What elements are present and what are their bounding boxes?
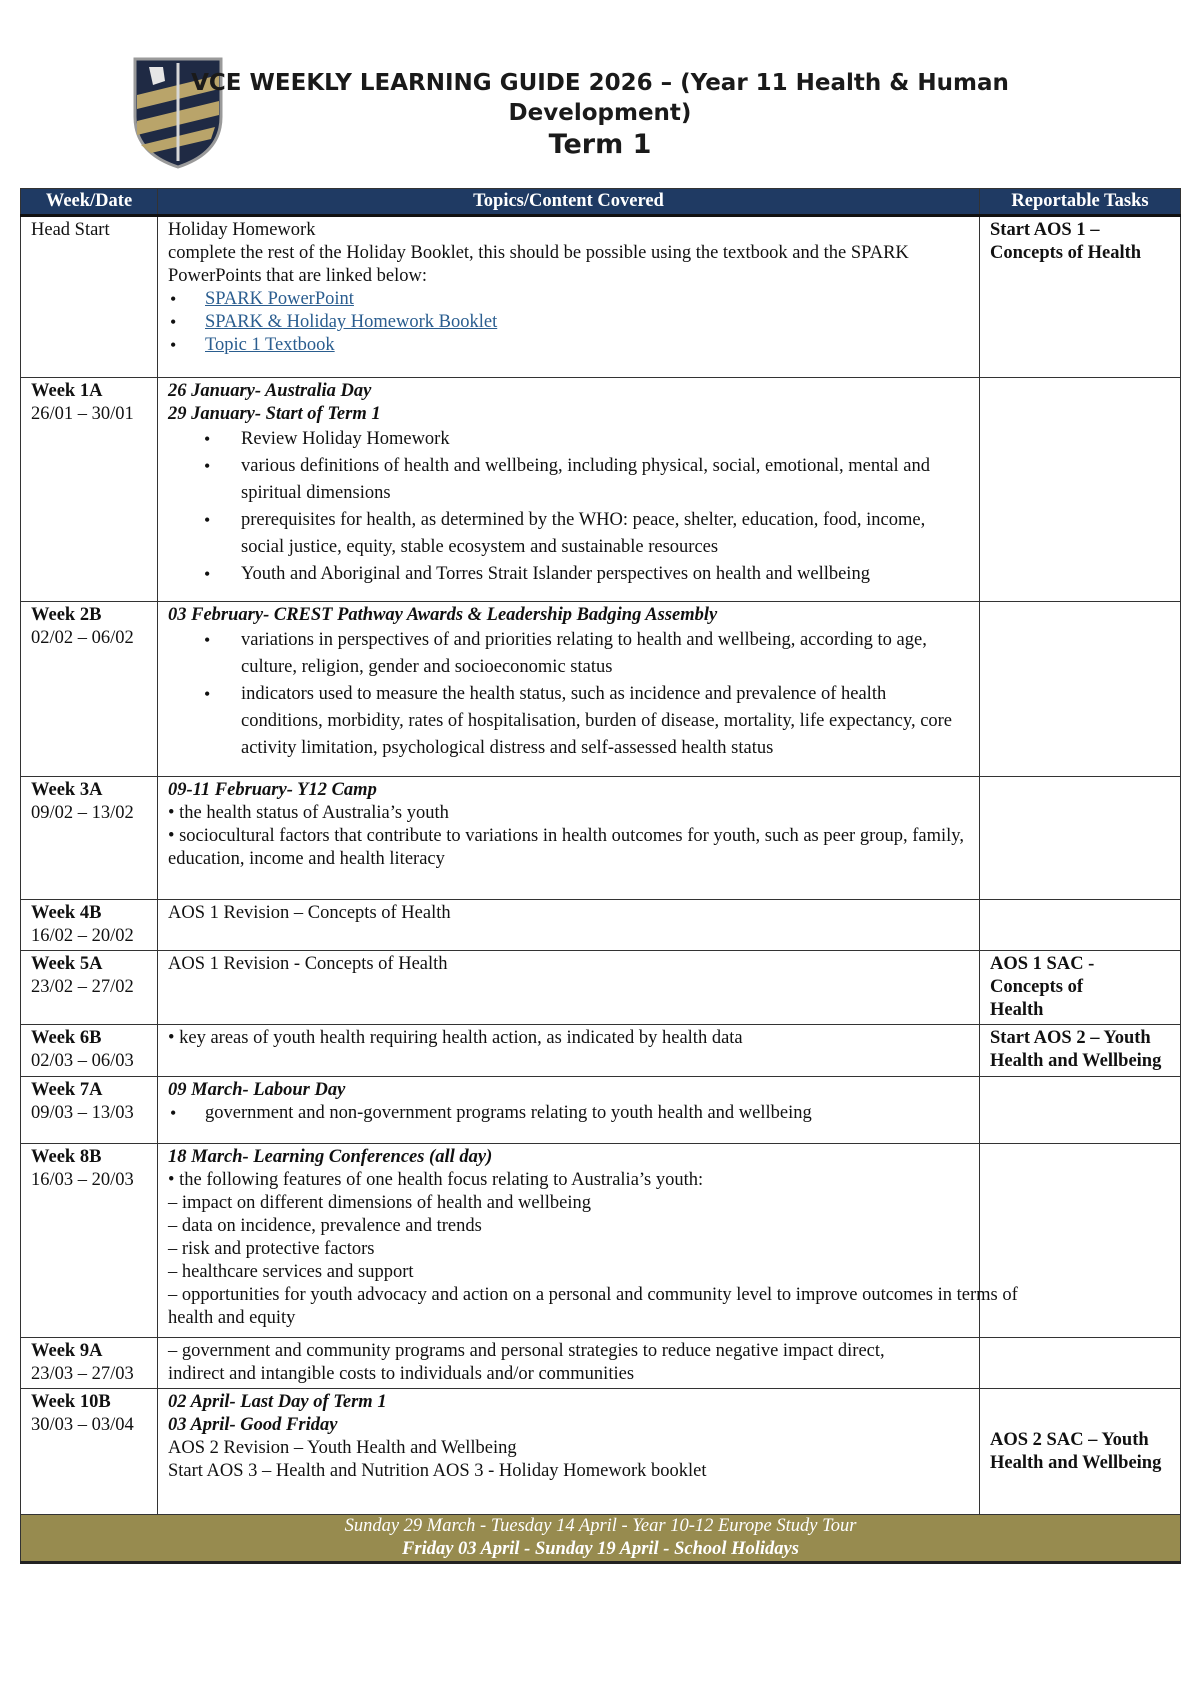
- holiday-note: Sunday 29 March - Tuesday 14 April - Year 10-12 Europe Study Tour: [344, 1516, 857, 1536]
- week-cell: [21, 951, 158, 1025]
- topic-text: AOS 1 Revision – Concepts of Health: [168, 903, 451, 923]
- holiday-banner: [21, 1515, 1181, 1563]
- list-item: [168, 311, 969, 334]
- task-label: Start AOS 1 – Concepts of Health: [990, 220, 1142, 263]
- task-cell: [980, 1077, 1181, 1144]
- topics-cell: [158, 1144, 1018, 1338]
- task-cell: [980, 378, 1181, 602]
- topics-cell: [158, 378, 980, 602]
- week-dates: 09/03 – 13/03: [31, 1103, 134, 1123]
- weekly-guide-table: [20, 188, 1181, 1564]
- sub-item: – data on incidence, prevalence and trends: [168, 1216, 482, 1236]
- event-note: 18 March- Learning Conferences (all day): [168, 1147, 493, 1167]
- week-cell: [21, 1025, 158, 1077]
- list-item: • key areas of youth health requiring health action, as indicated by health data: [168, 1027, 969, 1050]
- table-row: [21, 378, 1181, 602]
- table-row: [21, 1389, 1181, 1515]
- topic-text: complete the rest of the Holiday Booklet, this should be possible using the textbook and the SPARK PowerPoints that are linked below:: [168, 243, 909, 286]
- list-item: • Review Holiday Homework: [168, 426, 969, 453]
- week-dates: 02/03 – 06/03: [31, 1051, 134, 1071]
- event-note: 09-11 February- Y12 Camp: [168, 780, 377, 800]
- topics-cell: [158, 216, 980, 378]
- week-dates: 16/03 – 20/03: [31, 1170, 134, 1190]
- week-dates: 23/03 – 27/03: [31, 1364, 134, 1384]
- list-item: [168, 288, 969, 311]
- task-cell: [980, 777, 1181, 900]
- textbook-link[interactable]: Topic 1 Textbook: [205, 335, 335, 355]
- topic-list: [168, 627, 969, 762]
- week-dates: 23/02 – 27/02: [31, 977, 134, 997]
- event-note: 03 April- Good Friday: [168, 1415, 338, 1435]
- week-label: Week 8B: [31, 1147, 102, 1167]
- week-label: Week 3A: [31, 780, 103, 800]
- task-label: Start AOS 2 – Youth Health and Wellbeing: [990, 1028, 1162, 1071]
- topics-cell: [158, 951, 980, 1025]
- topics-cell: [158, 602, 980, 777]
- task-cell: [980, 900, 1181, 951]
- week-label: Week 10B: [31, 1392, 111, 1412]
- table-row: [21, 777, 1181, 900]
- topics-cell: [158, 1338, 980, 1389]
- task-cell: [980, 1338, 1181, 1389]
- topic-text: AOS 2 Revision – Youth Health and Wellbeing: [168, 1438, 517, 1458]
- event-note: 26 January- Australia Day: [168, 381, 372, 401]
- topic-text: Start AOS 3 – Health and Nutrition AOS 3 - Holiday Homework booklet: [168, 1461, 707, 1481]
- column-header-week: Week/Date: [21, 189, 158, 216]
- topics-cell: [158, 777, 980, 900]
- topics-cell: [158, 1389, 980, 1515]
- event-note: 02 April- Last Day of Term 1: [168, 1392, 387, 1412]
- week-cell: [21, 602, 158, 777]
- table-row: [21, 1144, 1181, 1338]
- topics-cell: [158, 1077, 980, 1144]
- holiday-note: Friday 03 April - Sunday 19 April - School Holidays: [402, 1539, 799, 1559]
- topic-text: – government and community programs and personal strategies to reduce negative impact direct, indirect and intangible costs to individuals and/or communities: [168, 1341, 885, 1384]
- list-item: • variations in perspectives of and priorities relating to health and wellbeing, according to age, culture, religion, gender and socioeconomic status: [168, 627, 969, 681]
- event-note: 09 March- Labour Day: [168, 1080, 346, 1100]
- list-item: • sociocultural factors that contribute to variations in health outcomes for youth, such as peer group, family, education, income and health literacy: [168, 825, 969, 871]
- task-cell: [980, 1025, 1181, 1077]
- term-title: Term 1: [548, 129, 652, 160]
- week-label: Week 5A: [31, 954, 103, 974]
- table-row: [21, 1077, 1181, 1144]
- topic-text: AOS 1 Revision - Concepts of Health: [168, 954, 448, 974]
- week-label: Week 4B: [31, 903, 102, 923]
- week-dates: 26/01 – 30/01: [31, 404, 134, 424]
- holiday-banner-row: [21, 1515, 1181, 1563]
- week-cell: [21, 1389, 158, 1515]
- table-row: [21, 951, 1181, 1025]
- week-label: Week 7A: [31, 1080, 103, 1100]
- week-cell: [21, 216, 158, 378]
- resource-link-list: [168, 288, 969, 357]
- list-item: • Youth and Aboriginal and Torres Strait Islander perspectives on health and wellbeing: [168, 561, 969, 588]
- topics-cell: [158, 900, 980, 951]
- task-label: AOS 2 SAC – Youth Health and Wellbeing: [990, 1429, 1162, 1473]
- week-label: Head Start: [31, 220, 110, 240]
- page-title: VCE WEEKLY LEARNING GUIDE 2026 – (Year 11 Health & Human Development): [191, 70, 1009, 126]
- task-cell: [980, 1389, 1181, 1515]
- list-item: [168, 334, 969, 357]
- document-header: [100, 68, 1100, 161]
- table-row: [21, 602, 1181, 777]
- event-note: 29 January- Start of Term 1: [168, 404, 381, 424]
- week-dates: 16/02 – 20/02: [31, 926, 134, 946]
- week-cell: [21, 1077, 158, 1144]
- list-item: • government and non-government programs relating to youth health and wellbeing: [168, 1102, 969, 1125]
- sub-item: – impact on different dimensions of health and wellbeing: [168, 1193, 591, 1213]
- week-dates: 02/02 – 06/02: [31, 628, 134, 648]
- table-header-row: [21, 189, 1181, 216]
- topic-heading: Holiday Homework: [168, 220, 316, 240]
- week-label: Week 9A: [31, 1341, 103, 1361]
- sub-item: – opportunities for youth advocacy and action on a personal and community level to improve outcomes in terms of health and equity: [168, 1285, 1018, 1328]
- task-cell: [980, 1144, 1181, 1338]
- table-row: [21, 1025, 1181, 1077]
- holiday-booklet-link[interactable]: SPARK & Holiday Homework Booklet: [205, 312, 498, 332]
- list-item: • prerequisites for health, as determined by the WHO: peace, shelter, education, food, income, social justice, equity, stable ecosystem and sustainable resources: [168, 507, 969, 561]
- event-note: 03 February- CREST Pathway Awards & Leadership Badging Assembly: [168, 605, 718, 625]
- topic-list: [168, 426, 969, 588]
- sub-item: – risk and protective factors: [168, 1239, 375, 1259]
- topics-cell: [158, 1025, 980, 1077]
- sub-item: – healthcare services and support: [168, 1262, 414, 1282]
- column-header-topics: Topics/Content Covered: [158, 189, 980, 216]
- spark-powerpoint-link[interactable]: SPARK PowerPoint: [205, 289, 354, 309]
- week-cell: [21, 1338, 158, 1389]
- list-item: • various definitions of health and wellbeing, including physical, social, emotional, mental and spiritual dimensions: [168, 453, 969, 507]
- topic-list: [168, 1102, 969, 1125]
- column-header-tasks: Reportable Tasks: [980, 189, 1181, 216]
- week-cell: [21, 1144, 158, 1338]
- task-cell: [980, 602, 1181, 777]
- week-label: Week 2B: [31, 605, 102, 625]
- week-cell: [21, 378, 158, 602]
- list-item: • the health status of Australia’s youth: [168, 802, 969, 825]
- table-row: [21, 216, 1181, 378]
- task-cell: [980, 951, 1181, 1025]
- week-dates: 09/02 – 13/02: [31, 803, 134, 823]
- list-item: • the following features of one health focus relating to Australia’s youth:: [168, 1169, 969, 1192]
- week-cell: [21, 777, 158, 900]
- table-row: [21, 1338, 1181, 1389]
- week-label: Week 6B: [31, 1028, 102, 1048]
- task-cell: [980, 216, 1181, 378]
- week-label: Week 1A: [31, 381, 103, 401]
- task-label: AOS 1 SAC - Concepts of Health: [990, 954, 1095, 1020]
- week-dates: 30/03 – 03/04: [31, 1415, 134, 1435]
- list-item: • indicators used to measure the health status, such as incidence and prevalence of health conditions, morbidity, rates of hospitalisation, burden of disease, mortality, life expectancy, core activity limitation, psychological distress and self-assessed health status: [168, 681, 969, 762]
- table-row: [21, 900, 1181, 951]
- week-cell: [21, 900, 158, 951]
